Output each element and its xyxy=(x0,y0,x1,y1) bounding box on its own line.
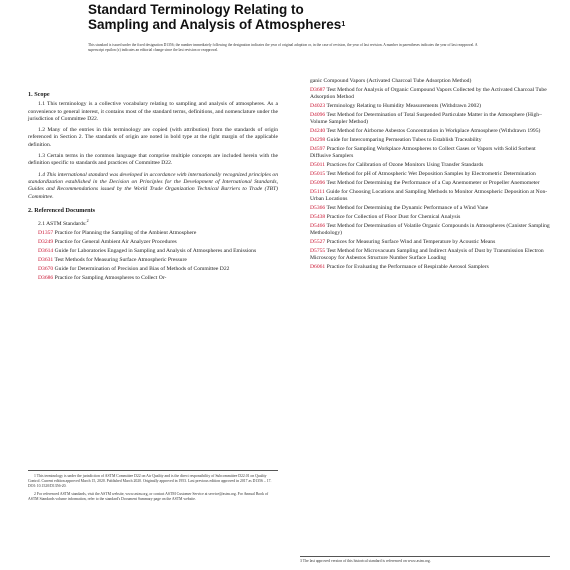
document-title xyxy=(88,2,528,32)
reference-code-link[interactable]: D5366 xyxy=(310,204,326,211)
reference-item xyxy=(300,264,550,271)
astm-standards-footnote-mark: 2 xyxy=(86,218,89,224)
reference-title: Test Methods for Measuring Surface Atmospheric Pressure xyxy=(54,256,187,263)
reference-title: Test Method for Determination of Volatile Organic Compounds in Atmospheres (Canister Sampling Methodology) xyxy=(310,222,550,237)
reference-code-link[interactable]: D4096 xyxy=(310,111,326,118)
footnotes xyxy=(28,470,278,505)
reference-code-link[interactable]: D3687 xyxy=(310,86,326,93)
reference-item xyxy=(300,214,550,221)
reference-code-link[interactable]: D4298 xyxy=(310,137,326,144)
reference-title: Practice for Planning the Sampling of the Ambient Atmosphere xyxy=(54,230,197,237)
reference-item xyxy=(28,230,278,237)
reference-code-link[interactable]: D4597 xyxy=(310,145,326,152)
reference-item xyxy=(28,275,278,282)
reference-list-right xyxy=(300,87,550,271)
reference-item xyxy=(28,239,278,246)
title-line-1: Standard Terminology Relating to xyxy=(88,2,304,17)
left-column xyxy=(28,88,278,284)
astm-standards-label-text: 2.1 ASTM Standards: xyxy=(38,221,87,228)
designation-notice: This standard is issued under the fixed designation D1356; the number immediately following the designation indicates the year of original adoption or, in the case of revision, the year of last revision. A number in parentheses indicates the year of last reapproval. A superscript epsilon (ε) indicates an editorial change since the last revision or reapproval. xyxy=(88,43,478,52)
footnote-1: 1 This terminology is under the jurisdiction of ASTM Committee D22 on Air Quality and is the direct responsibility of Subcommittee D22.01 on Quality Control. Current edition approved March 15, 2020. Published March 2020. Originally approved in 1953. Last previous edition approved in 2017 as D1356 – 17. DOI: 10.1520/D1356-20. xyxy=(28,474,272,488)
reference-code-link[interactable]: D5527 xyxy=(310,238,326,245)
reference-item xyxy=(300,239,550,246)
reference-item xyxy=(300,137,550,144)
reference-continuation: ganic Compound Vapors (Activated Charcoal Tube Adsorption Method) xyxy=(310,78,472,84)
reference-item xyxy=(300,180,550,187)
reference-code-link[interactable]: D5466 xyxy=(310,222,326,229)
reference-title: Guide for Determination of Precision and Bias of Methods of Committee D22 xyxy=(54,265,230,272)
reference-title: Guide for Laboratories Engaged in Sampling and Analysis of Atmospheres and Emissions xyxy=(54,248,257,255)
reference-title: Test Method for Airborne Asbestos Concentration in Workplace Atmosphere (Withdrawn 1995) xyxy=(326,128,541,135)
reference-item xyxy=(300,87,550,102)
reference-code-link[interactable]: D5011 xyxy=(310,162,326,169)
reference-title: Practices for Calibration of Ozone Monitors Using Transfer Standards xyxy=(326,162,484,169)
reference-code-link[interactable]: D3249 xyxy=(38,239,54,246)
reference-title: Test Method for Microvacuum Sampling and Indirect Analysis of Dust by Transmission Electron Microscopy for Asbestos Structure Number Surface Loading xyxy=(310,247,544,262)
reference-item xyxy=(300,189,550,204)
astm-standards-label xyxy=(38,217,278,228)
footnote-2: 2 For referenced ASTM standards, visit the ASTM website, www.astm.org, or contact ASTM Customer Service at service@astm.org. For Annual Book of ASTM Standards volume information, refer to the standard's Document Summary page on the ASTM website. xyxy=(28,492,269,501)
reference-item xyxy=(300,205,550,212)
reference-title: Test Method for pH of Atmospheric Wet Deposition Samples by Electrometric Determination xyxy=(326,171,536,178)
reference-item xyxy=(28,266,278,273)
scope-para-1: 1.1 This terminology is a collective vocabulary relating to sampling and analysis of atmospheres. As a convenience to general interest, it contains most of the standard terms, definitions, and nomenclature under the jurisdiction of Committee D22. xyxy=(28,101,278,122)
reference-item xyxy=(300,112,550,127)
reference-title: Practice for Sampling Workplace Atmospheres to Collect Gases or Vapors with Solid Sorbent Diffusive Samplers xyxy=(310,145,536,160)
reference-item xyxy=(300,128,550,135)
reference-code-link[interactable]: D3631 xyxy=(38,256,54,263)
reference-code-link[interactable]: D4240 xyxy=(310,128,326,135)
referenced-documents-heading: 2. Referenced Documents xyxy=(28,206,96,214)
reference-code-link[interactable]: D5096 xyxy=(310,179,326,186)
reference-code-link[interactable]: D5015 xyxy=(310,171,326,178)
title-line-2-text: Sampling and Analysis of Atmospheres xyxy=(88,17,342,32)
reference-list-left xyxy=(28,230,278,282)
title-line-2 xyxy=(88,17,528,32)
reference-item xyxy=(300,248,550,263)
reference-code-link[interactable]: D6061 xyxy=(310,264,326,271)
reference-title: Practice for Evaluating the Performance of Respirable Aerosol Samplers xyxy=(326,264,489,271)
reference-item xyxy=(300,103,550,110)
reference-title: Test Method for Determining the Dynamic Performance of a Wind Vane xyxy=(326,204,489,211)
reference-code-link[interactable]: D3614 xyxy=(38,248,54,255)
reference-title: Practice for General Ambient Air Analyzer Procedures xyxy=(54,239,177,246)
reference-title: Guide for Intercomparing Permeation Tubes to Establish Traceability xyxy=(326,137,482,144)
reference-item xyxy=(300,223,550,238)
scope-para-4: 1.4 This international standard was developed in accordance with internationally recognized principles on standardization established in the Decision on Principles for the Development of International Standards, Guides and Recommendations issued by the World Trade Organization Technical Barriers to Trade (TBT) Committee. xyxy=(28,171,278,200)
reference-item xyxy=(300,146,550,161)
reference-code-link[interactable]: D1357 xyxy=(38,230,54,237)
reference-code-link[interactable]: D4023 xyxy=(310,103,326,110)
reference-code-link[interactable]: D5438 xyxy=(310,213,326,220)
reference-item xyxy=(28,257,278,264)
reference-code-link[interactable]: D3686 xyxy=(38,274,54,281)
reference-code-link[interactable]: D5755 xyxy=(310,247,326,254)
right-column xyxy=(300,78,550,273)
reference-code-link[interactable]: D5111 xyxy=(310,188,325,195)
reference-item xyxy=(300,171,550,178)
reference-title: Guide for Choosing Locations and Sampling Methods to Monitor Atmospheric Deposition at Non-Urban Locations xyxy=(310,188,548,203)
reference-title: Test Method for Determination of Total Suspended Particulate Matter in the Atmosphere (High–Volume Sampler Method) xyxy=(310,111,542,126)
reference-item xyxy=(300,162,550,169)
footnote-3: 3 The last approved version of this historical standard is referenced on www.astm.org. xyxy=(300,556,550,564)
title-footnote-mark: 1 xyxy=(341,21,346,28)
scope-para-2: 1.2 Many of the entries in this terminology are copied (with attribution) from the standards of origin referenced in Section 2. The standards of origin are noted in bold type at the right margin of the applicable definition. xyxy=(28,127,278,148)
reference-title: Practice for Collection of Floor Dust for Chemical Analysis xyxy=(326,213,461,220)
reference-title: Practice for Sampling Atmospheres to Collect Or- xyxy=(54,274,167,281)
reference-title: Test Method for Analysis of Organic Compound Vapors Collected by the Activated Charcoal Tube Adsorption Method xyxy=(310,86,547,101)
reference-title: Terminology Relating to Humidity Measurements (Withdrawn 2002) xyxy=(326,103,481,110)
scope-heading: 1. Scope xyxy=(28,91,50,98)
reference-title: Practices for Measuring Surface Wind and Temperature by Acoustic Means xyxy=(326,238,496,245)
scope-para-3: 1.3 Certain terms in the common language that comprise multiple concepts are included herein with the definition specific to standards and practices of Committee D22. xyxy=(28,153,278,167)
reference-title: Test Method for Determining the Performance of a Cup Anemometer or Propeller Anemometer xyxy=(326,179,540,186)
reference-item xyxy=(28,248,278,255)
reference-code-link[interactable]: D3670 xyxy=(38,265,54,272)
